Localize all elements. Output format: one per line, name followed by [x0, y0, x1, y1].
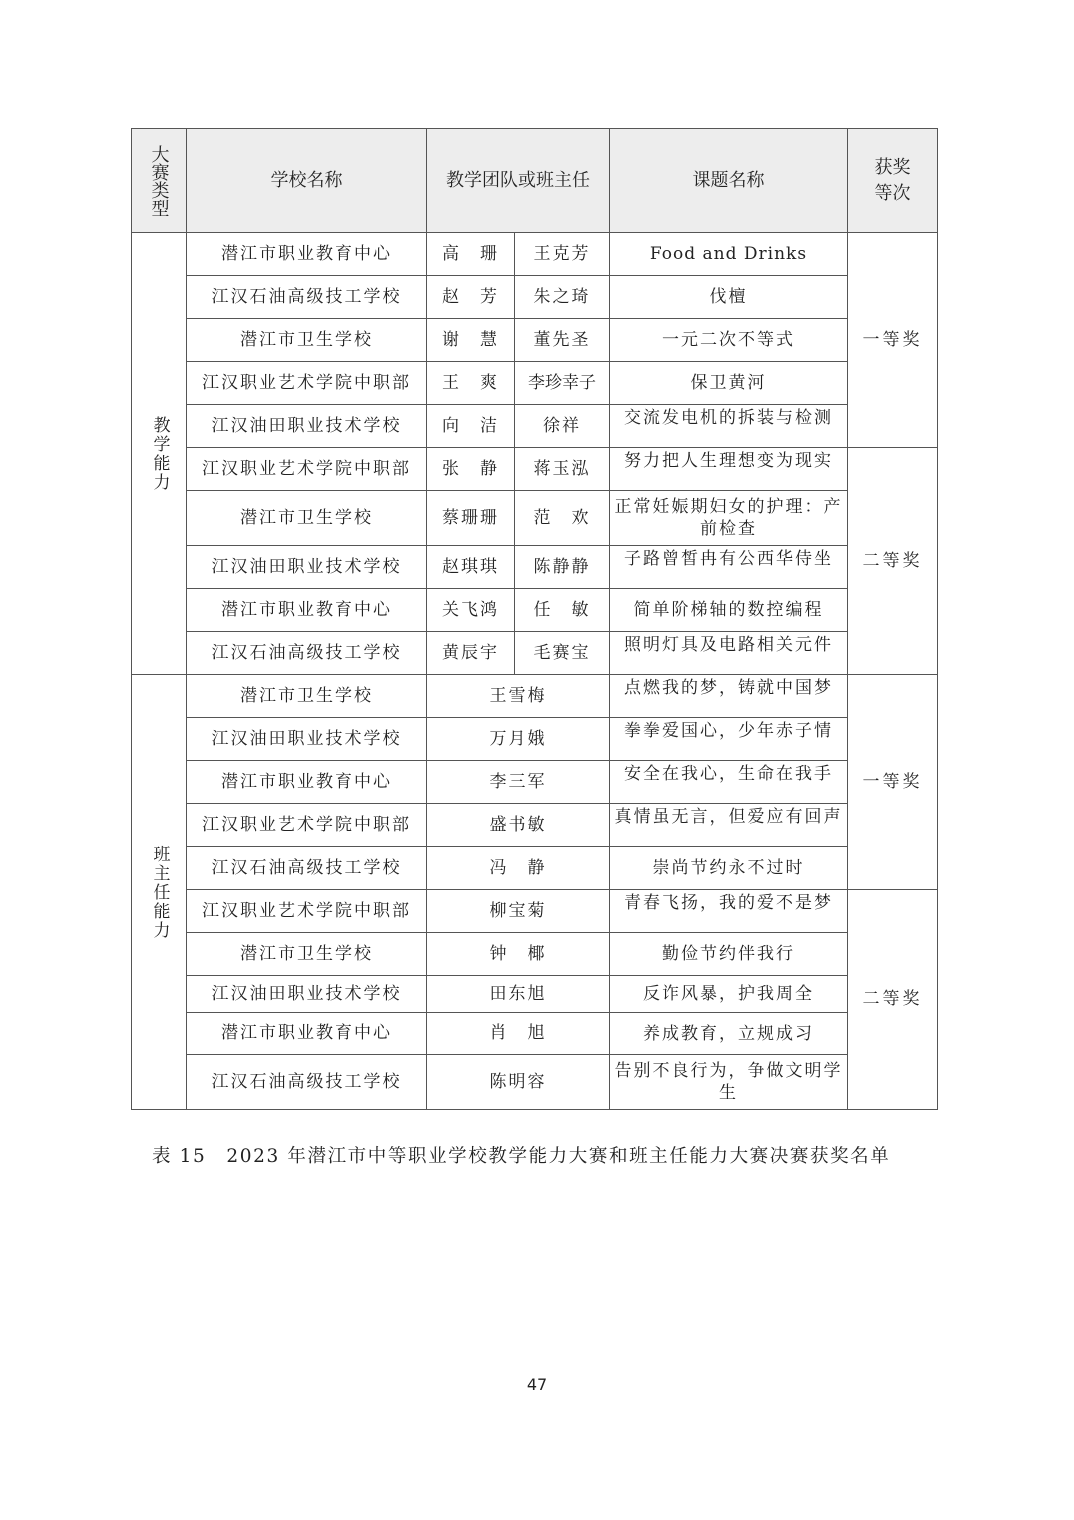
school-cell: 江汉石油高级技工学校: [187, 632, 427, 675]
topic-cell: Food and Drinks: [610, 233, 848, 276]
teacher-cell: 陈明容: [427, 1055, 610, 1110]
award-class-second: 二等奖: [848, 890, 938, 1110]
table-row: [132, 233, 938, 276]
topic-cell: 安全在我心，生命在我手: [610, 761, 848, 804]
member2-cell: 朱之琦: [515, 276, 610, 319]
topic-cell: 一元二次不等式: [610, 319, 848, 362]
header-topic: 课题名称: [610, 129, 848, 233]
topic-cell: 保卫黄河: [610, 362, 848, 405]
topic-cell: 崇尚节约永不过时: [610, 847, 848, 890]
table-row: [132, 675, 938, 718]
topic-cell: 点燃我的梦，铸就中国梦: [610, 675, 848, 718]
topic-cell: 交流发电机的拆装与检测: [610, 405, 848, 448]
school-cell: 江汉油田职业技术学校: [187, 546, 427, 589]
table-caption: 表 15 2023 年潜江市中等职业学校教学能力大赛和班主任能力大赛决赛获奖名单: [152, 1146, 891, 1167]
table-row: [132, 804, 938, 847]
category-teaching: 教学能力: [132, 233, 187, 675]
award-class-first: 一等奖: [848, 675, 938, 890]
page-number: 47: [526, 1375, 548, 1394]
table-row: [132, 718, 938, 761]
school-cell: 江汉油田职业技术学校: [187, 405, 427, 448]
table-row: [132, 847, 938, 890]
member2-cell: 徐祥: [515, 405, 610, 448]
school-cell: 江汉石油高级技工学校: [187, 1055, 427, 1110]
topic-cell: 努力把人生理想变为现实: [610, 448, 848, 491]
topic-cell: 养成教育，立规成习: [610, 1013, 848, 1055]
school-cell: 潜江市职业教育中心: [187, 233, 427, 276]
school-cell: 潜江市职业教育中心: [187, 1013, 427, 1055]
table-header-row: [132, 129, 938, 233]
header-school: 学校名称: [187, 129, 427, 233]
table-row: [132, 491, 938, 546]
award-teaching-first: 一等奖: [848, 233, 938, 448]
member2-cell: 王克芳: [515, 233, 610, 276]
school-cell: 江汉职业艺术学院中职部: [187, 448, 427, 491]
school-cell: 江汉职业艺术学院中职部: [187, 362, 427, 405]
table-row: [132, 589, 938, 632]
school-cell: 潜江市职业教育中心: [187, 589, 427, 632]
table-row: [132, 761, 938, 804]
table-row: [132, 405, 938, 448]
school-cell: 潜江市卫生学校: [187, 319, 427, 362]
teacher-cell: 肖 旭: [427, 1013, 610, 1055]
teacher-cell: 田东旭: [427, 976, 610, 1013]
member1-cell: 赵琪琪: [427, 546, 515, 589]
member2-cell: 毛赛宝: [515, 632, 610, 675]
table-row: [132, 448, 938, 491]
header-category: 大赛类型: [132, 129, 187, 233]
member2-cell: 范 欢: [515, 491, 610, 546]
school-cell: 江汉石油高级技工学校: [187, 276, 427, 319]
member1-cell: 王 爽: [427, 362, 515, 405]
table-row: [132, 276, 938, 319]
table-row: [132, 1013, 938, 1055]
category-class-teacher: 班主任能力: [132, 675, 187, 1110]
school-cell: 潜江市职业教育中心: [187, 761, 427, 804]
topic-cell: 告别不良行为，争做文明学生: [610, 1055, 848, 1110]
member2-cell: 陈静静: [515, 546, 610, 589]
member2-cell: 李珍幸子: [515, 362, 610, 405]
school-cell: 江汉油田职业技术学校: [187, 718, 427, 761]
teacher-cell: 李三军: [427, 761, 610, 804]
teacher-cell: 万月娥: [427, 718, 610, 761]
school-cell: 江汉油田职业技术学校: [187, 976, 427, 1013]
teacher-cell: 王雪梅: [427, 675, 610, 718]
member2-cell: 董先圣: [515, 319, 610, 362]
topic-cell: 简单阶梯轴的数控编程: [610, 589, 848, 632]
header-award: 获奖等次: [848, 129, 938, 233]
topic-cell: 勤俭节约伴我行: [610, 933, 848, 976]
table-row: [132, 632, 938, 675]
award-table: [131, 128, 938, 1110]
member1-cell: 黄辰宇: [427, 632, 515, 675]
school-cell: 江汉石油高级技工学校: [187, 847, 427, 890]
teacher-cell: 冯 静: [427, 847, 610, 890]
member2-cell: 任 敏: [515, 589, 610, 632]
member1-cell: 谢 慧: [427, 319, 515, 362]
topic-cell: 正常妊娠期妇女的护理：产前检查: [610, 491, 848, 546]
teacher-cell: 盛书敏: [427, 804, 610, 847]
topic-cell: 子路曾皙冉有公西华侍坐: [610, 546, 848, 589]
topic-cell: 照明灯具及电路相关元件: [610, 632, 848, 675]
table-row: [132, 976, 938, 1013]
table-row: [132, 890, 938, 933]
topic-cell: 真情虽无言，但爱应有回声: [610, 804, 848, 847]
member1-cell: 赵 芳: [427, 276, 515, 319]
school-cell: 江汉职业艺术学院中职部: [187, 804, 427, 847]
school-cell: 潜江市卫生学校: [187, 491, 427, 546]
member1-cell: 向 洁: [427, 405, 515, 448]
member1-cell: 关飞鸿: [427, 589, 515, 632]
table-row: [132, 933, 938, 976]
table-row: [132, 1055, 938, 1110]
school-cell: 江汉职业艺术学院中职部: [187, 890, 427, 933]
award-teaching-second: 二等奖: [848, 448, 938, 675]
school-cell: 潜江市卫生学校: [187, 933, 427, 976]
topic-cell: 青春飞扬，我的爱不是梦: [610, 890, 848, 933]
member2-cell: 蒋玉泓: [515, 448, 610, 491]
member1-cell: 高 珊: [427, 233, 515, 276]
topic-cell: 拳拳爱国心，少年赤子情: [610, 718, 848, 761]
teacher-cell: 钟 椰: [427, 933, 610, 976]
teacher-cell: 柳宝菊: [427, 890, 610, 933]
table-row: [132, 319, 938, 362]
header-team: 教学团队或班主任: [427, 129, 610, 233]
table-row: [132, 362, 938, 405]
school-cell: 潜江市卫生学校: [187, 675, 427, 718]
table-row: [132, 546, 938, 589]
member1-cell: 张 静: [427, 448, 515, 491]
topic-cell: 反诈风暴，护我周全: [610, 976, 848, 1013]
member1-cell: 蔡珊珊: [427, 491, 515, 546]
topic-cell: 伐檀: [610, 276, 848, 319]
